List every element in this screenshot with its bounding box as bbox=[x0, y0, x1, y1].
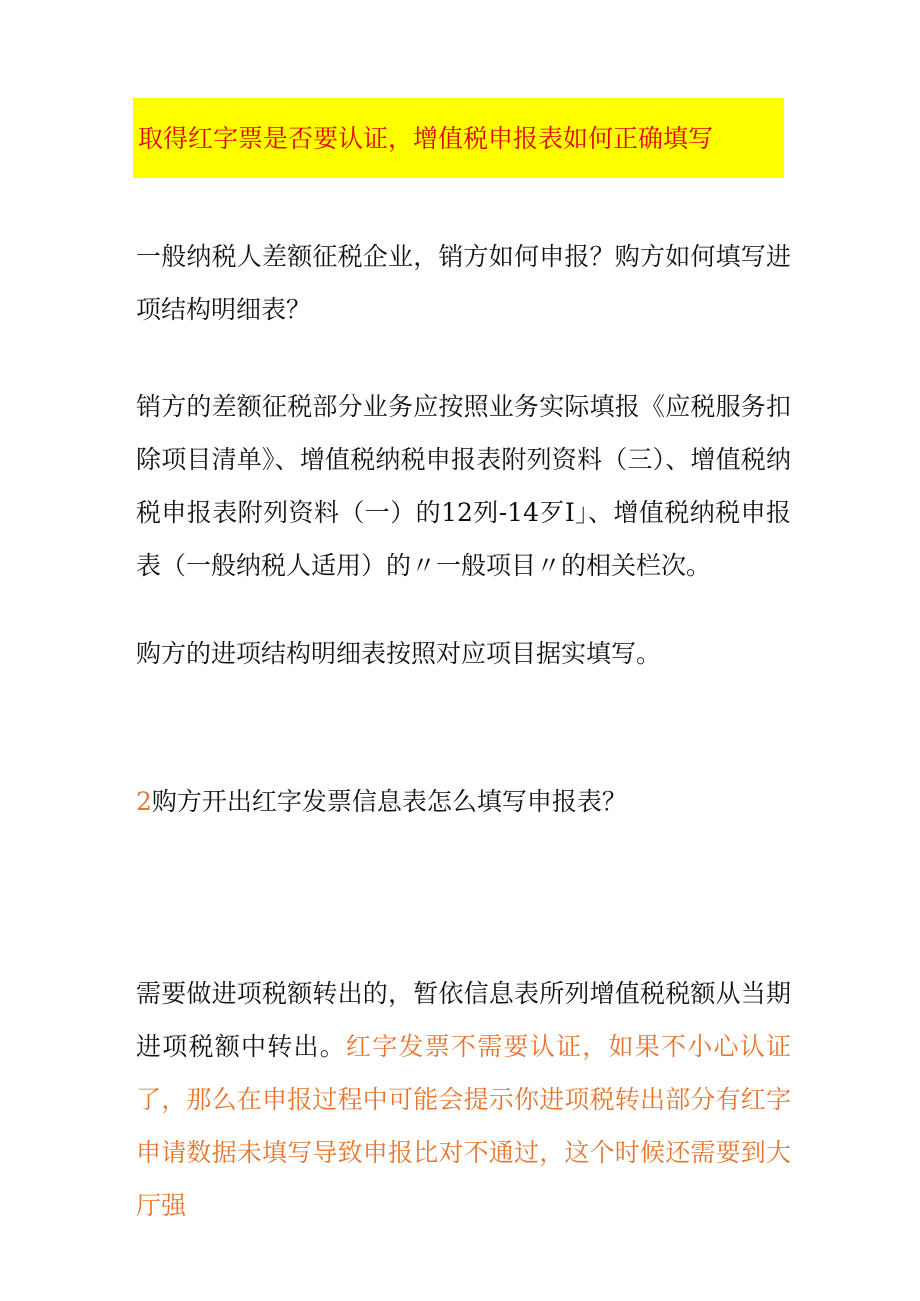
answer-1-text-before: 销方的差额征税部分业务应按照业务实际填报《应税服务扣除项目清单》、增值税纳税申报表附列资料（三）、增值税纳税申报表附列资料（一）的 bbox=[136, 392, 791, 527]
answer-1-paragraph bbox=[136, 380, 791, 592]
document-title: 取得红字票是否要认证，增值税申报表如何正确填写 bbox=[138, 123, 714, 153]
answer-2-normal-text: 需要做进项税额转出的，暂依信息表所列增值税税额从当期进项税额中转出。 bbox=[136, 979, 791, 1061]
answer-1-columns-ref: 12列-14歹I」 bbox=[441, 498, 589, 527]
question-2 bbox=[136, 775, 791, 828]
answer-1-text-after: 、增值税纳税申报表（一般纳税人适用）的〃一般项目〃的相关栏次。 bbox=[136, 498, 791, 580]
title-banner bbox=[133, 98, 784, 178]
question-2-text: 购方开出红字发票信息表怎么填写申报表？ bbox=[151, 787, 627, 816]
answer-2-highlight-text: 红字发票不需要认证，如果不小心认证了，那么在申报过程中可能会提示你进项税转出部分有红字申请数据未填写导致申报比对不通过，这个时候还需要到大厅强 bbox=[136, 1032, 791, 1220]
question-1: 一般纳税人差额征税企业，销方如何申报？购方如何填写进项结构明细表？ bbox=[136, 242, 791, 324]
answer-2-paragraph bbox=[136, 967, 791, 1232]
question-2-number: 2 bbox=[136, 787, 152, 816]
answer-1-buyer-paragraph: 购方的进项结构明细表按照对应项目据实填写。 bbox=[136, 639, 662, 668]
